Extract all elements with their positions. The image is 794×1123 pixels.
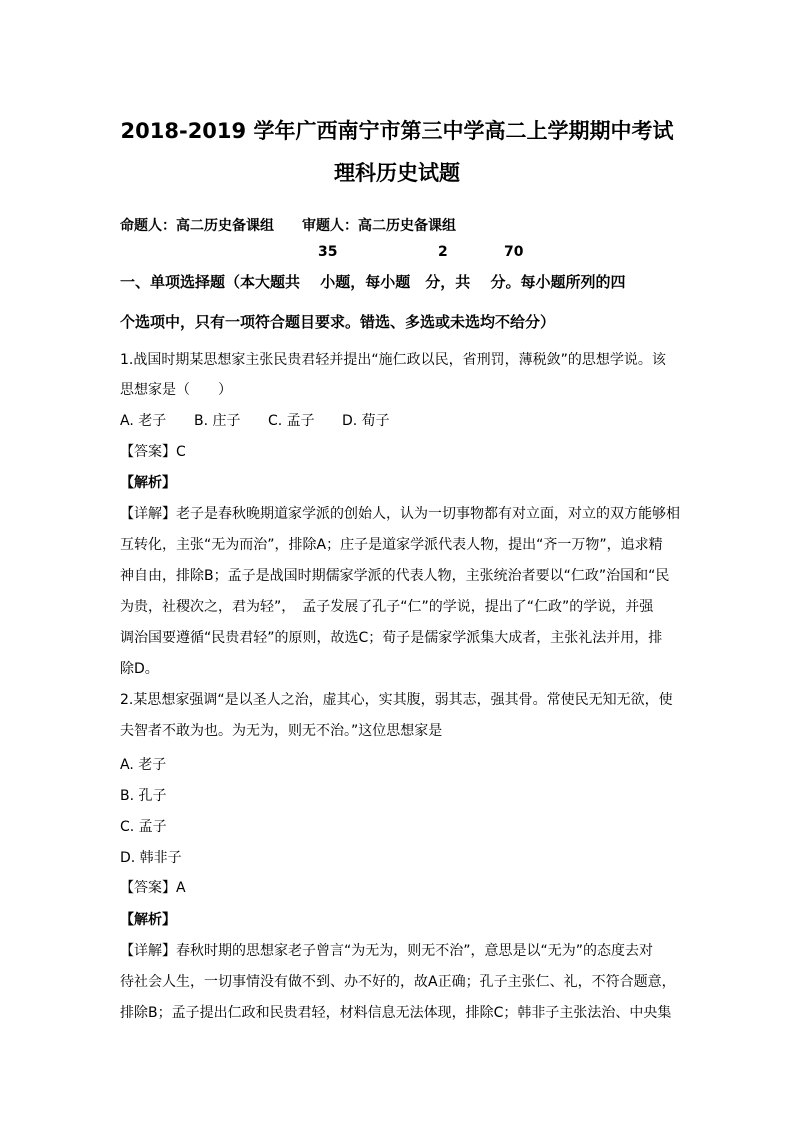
q1-detail-line: 为贵，社稷次之，君为轻”， 孟子发展了孔子“仁”的学说，提出了“仁政”的学说，并强 [120, 599, 654, 615]
q2-detail-line: 排除B；孟子提出仁政和民贵君轻，材料信息无法体现，排除C；韩非子主张法治、中央集 [120, 1005, 672, 1021]
q2-option-c: C. 孟子 [120, 819, 167, 835]
q2-detail-line: 【详解】春秋时期的思想家老子曾言“为无为，则无不治”，意思是以“无为”的态度去对 [120, 943, 654, 959]
q1-detail-line: 除D。 [120, 661, 159, 677]
document-subtitle: 理科历史试题 [334, 161, 460, 185]
q1-detail-line: 【详解】老子是春秋晚期道家学派的创始人，认为一切事物都有对立面，对立的双方能够相 [120, 506, 680, 522]
q1-detail-line: 神自由，排除B；孟子是战国时期儒家学派的代表人物，主张统治者要以“仁政”治国和“民 [120, 568, 670, 584]
total-points: 70 [504, 244, 524, 260]
section-heading: 一、单项选择题（本大题共 小题，每小题 分，共 分。每小题所列的四 [120, 273, 626, 291]
q1-answer: 【答案】C [120, 444, 186, 460]
q2-answer: 【答案】A [120, 880, 186, 896]
q1-option-c: C. 孟子 [268, 413, 315, 429]
q1-options [120, 411, 680, 431]
q1-stem-cont: 思想家是（ ） [120, 382, 232, 398]
q2-stem: 2.某思想家强调“是以圣人之治，虚其心，实其腹，弱其志，强其骨。常使民无知无欲，使 [120, 692, 673, 708]
section-heading-cont: 个选项中，只有一项符合题目要求。错选、多选或未选均不给分） [120, 313, 556, 331]
q2-option-a: A. 老子 [120, 757, 167, 773]
q1-option-a: A. 老子 [120, 413, 167, 429]
q1-stem: 1.战国时期某思想家主张民贵君轻并提出“施仁政以民，省刑罚，薄税敛”的思想学说。该 [120, 352, 666, 368]
document-title: 2018-2019 学年广西南宁市第三中学高二上学期期中考试 [120, 119, 674, 143]
points-per-question: 2 [438, 244, 448, 260]
q2-stem-cont: 夫智者不敢为也。为无为，则无不治。”这位思想家是 [120, 723, 443, 739]
authors-line: 命题人：高二历史备课组 审题人：高二历史备课组 [120, 218, 456, 234]
question-count: 35 [318, 244, 338, 260]
q2-option-d: D. 韩非子 [120, 850, 182, 866]
q1-analysis-label: 【解析】 [120, 475, 176, 491]
q1-option-b: B. 庄子 [194, 413, 241, 429]
q1-detail-line: 互转化，主张“无为而治”，排除A；庄子是道家学派代表人物，提出“齐一万物”，追求精 [120, 537, 663, 553]
q2-detail-line: 待社会人生，一切事情没有做不到、办不好的，故A正确；孔子主张仁、礼，不符合题意， [120, 974, 676, 990]
q2-option-b: B. 孔子 [120, 788, 167, 804]
q1-detail-line: 调治国要遵循“民贵君轻”的原则，故选C；荀子是儒家学派集大成者，主张礼法并用，排 [120, 630, 663, 646]
q2-analysis-label: 【解析】 [120, 912, 176, 928]
q1-option-d: D. 荀子 [342, 413, 390, 429]
